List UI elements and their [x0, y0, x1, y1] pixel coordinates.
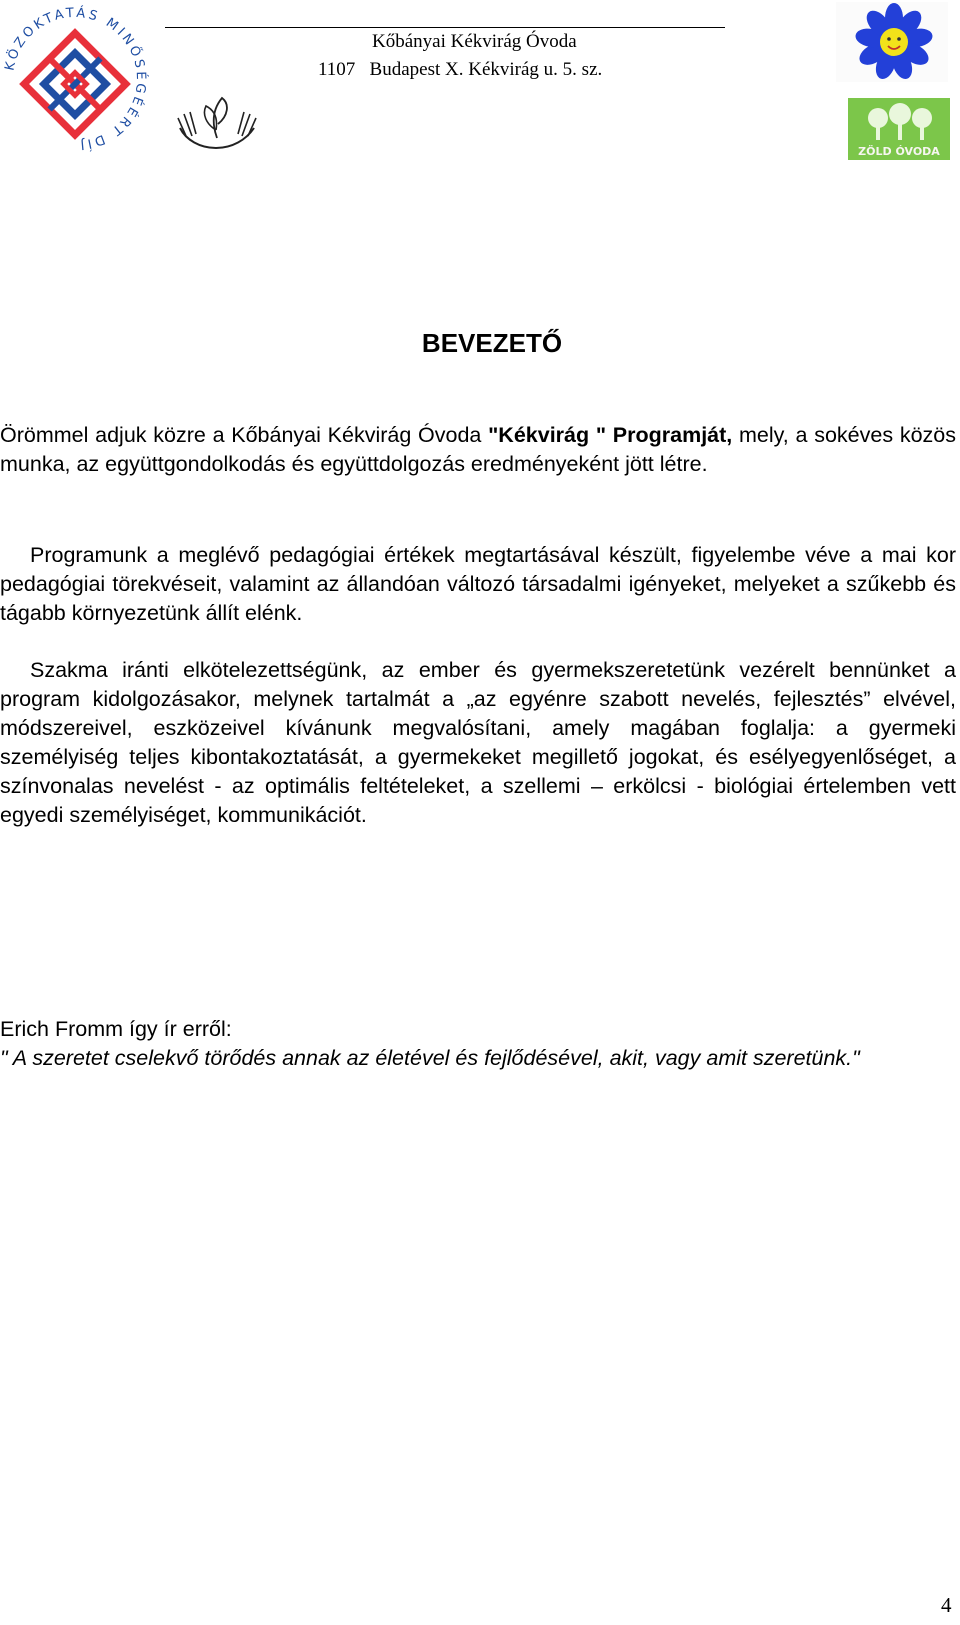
kekvirag-flower-logo — [836, 2, 948, 82]
zold-ovoda-logo — [848, 98, 950, 160]
paragraph-program: Programunk a meglévő pedagógiai értékek megtartásával készült, figyelembe véve a mai kor pedagógiai törekvéseit, valamint az állandóan változó társadalmi igényeket, melyeket a szűkebb és tágabb környezetünk állít elénk. — [0, 543, 956, 625]
institution-address: 1107 Budapest X. Kékvirág u. 5. sz. — [318, 59, 603, 80]
logo-ring-text: KÖZOKTATÁS MINŐSÉGÉÉRT DÍJ — [2, 5, 149, 153]
paragraph-commitment: Szakma iránti elkötelezettségünk, az ember és gyermekszeretetünk vezérelt bennünket a program kidolgozásakor, melynek tartalmát a „az egyénre szabott nevelés, fejlesztés” elvével, módszereivel, eszközeivel kívánunk megvalósítani, amely magában foglalja: a gyermeki személyiség teljes kibontakoztatását, a gyermekeket megillető jogokat, és esélyegyenlőséget, a színvonalas nevelést - az optimális feltételeket, a szellemi – erkölcsi - biológiai értelemben vett egyedi személyiséget, kommunikációt. — [0, 658, 956, 827]
zold-ovoda-text: ZÖLD ÓVODA — [858, 145, 940, 158]
quote-author: Erich Fromm így ír erről: — [0, 1017, 232, 1041]
kozoktatas-minosegeert-dij-logo — [0, 4, 150, 154]
header-rule — [165, 27, 725, 28]
paragraph-intro — [0, 421, 956, 479]
knot-emblem — [24, 33, 126, 135]
intro-text-end: mely, a sokéves közös munka, az együttgondolkodás és együttdolgozás eredményeként jött létre. — [0, 423, 956, 476]
quote-text: " A szeretet cselekvő törődés annak az életével és fejlődésével, akit, vagy amit szeretünk." — [0, 1046, 860, 1070]
page-title: BEVEZETŐ — [421, 328, 563, 358]
page-number: 4 — [941, 1593, 952, 1617]
program-name: "Kékvirág " Programját, — [488, 423, 733, 447]
intro-text-start: Örömmel adjuk közre a Kőbányai Kékvirág Óvoda — [0, 423, 489, 447]
hands-plant-logo — [172, 88, 262, 154]
institution-name: Kőbányai Kékvirág Óvoda — [372, 31, 577, 52]
